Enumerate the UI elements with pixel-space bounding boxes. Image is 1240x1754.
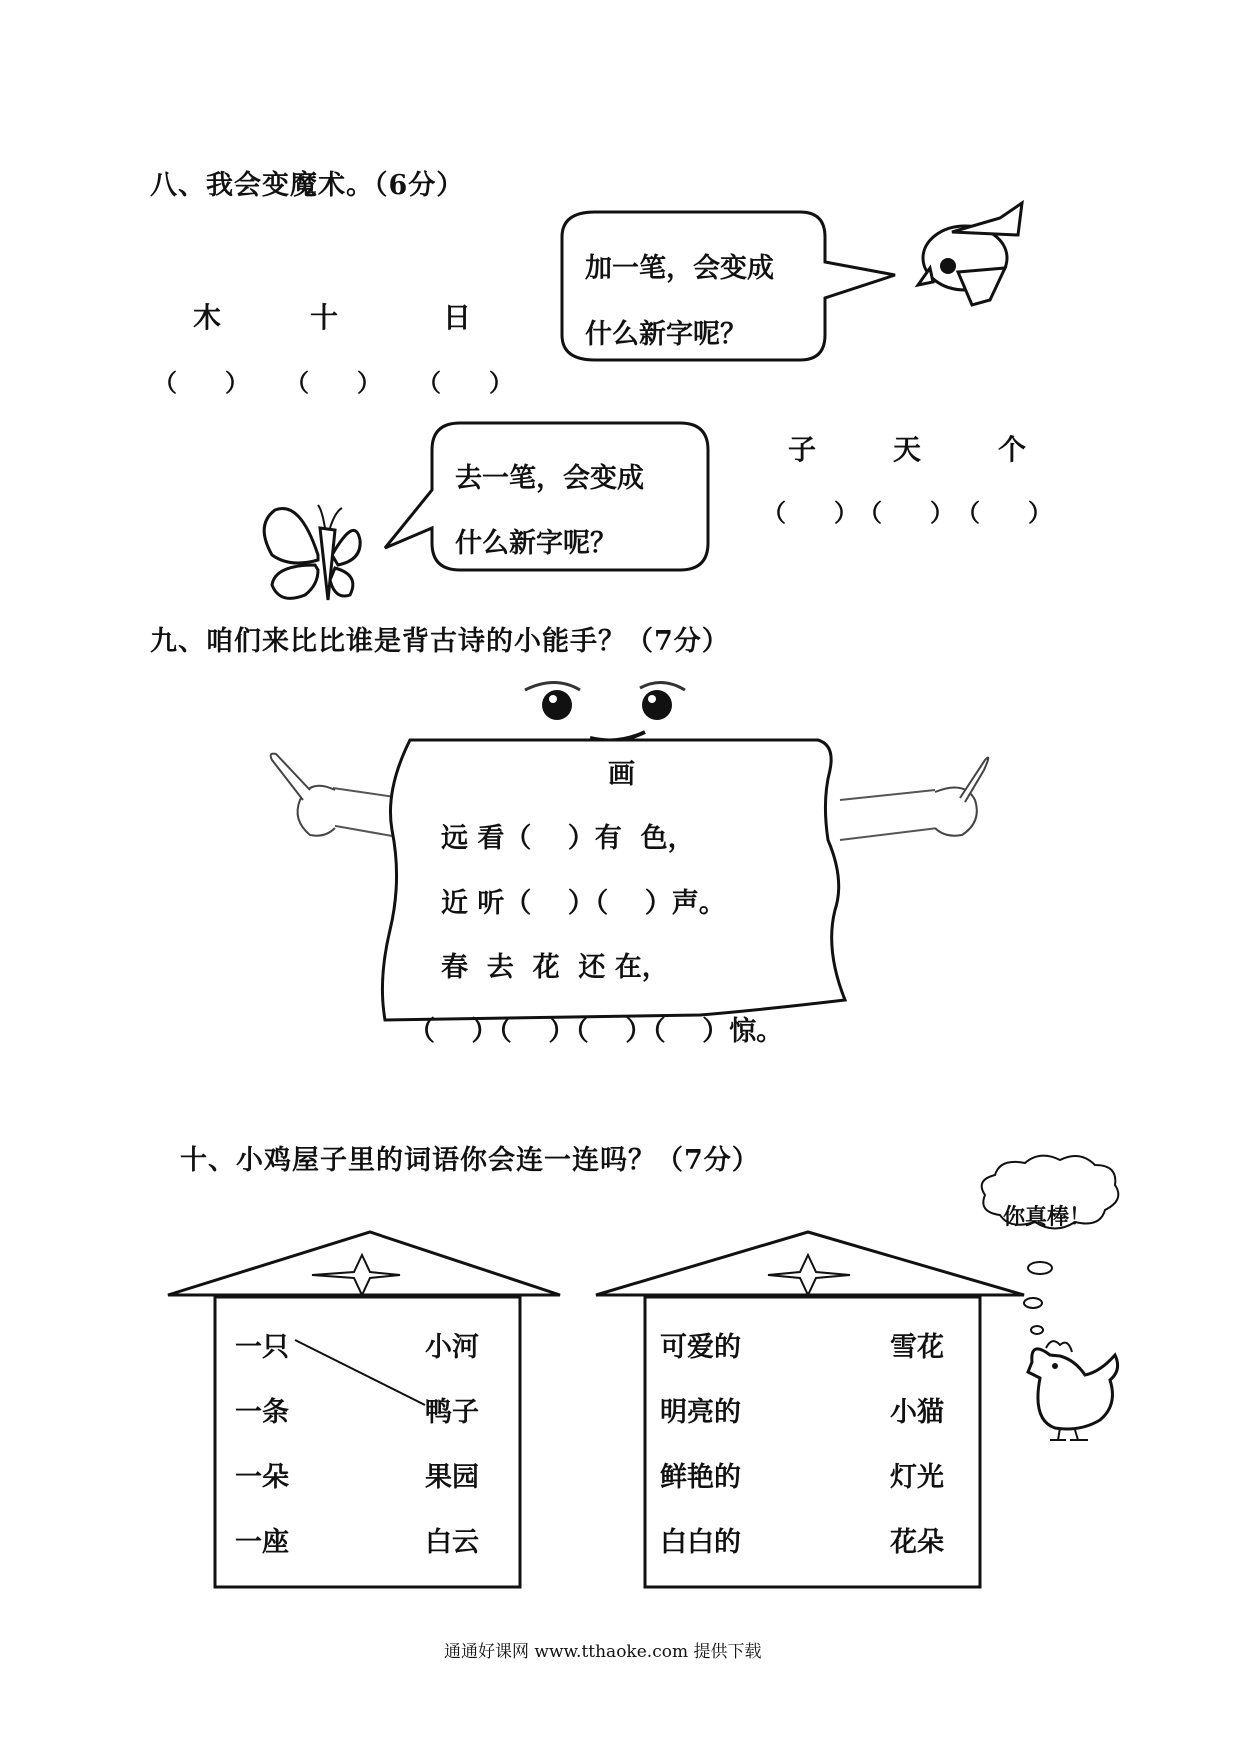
bubble-add-line1: 加一笔，会变成 bbox=[585, 253, 774, 284]
word-xiao-he[interactable]: 小河 bbox=[425, 1332, 479, 1363]
word-hua-duo[interactable]: 花朵 bbox=[890, 1527, 944, 1558]
poem-line-4[interactable]: （ ）（ ）（ ）（ ）惊。 bbox=[408, 1016, 784, 1047]
poem-line-1[interactable]: 远 看（ ）有 色， bbox=[441, 823, 695, 854]
char-zi: 子 bbox=[788, 433, 817, 466]
footer-credit: 通通好课网 www.tthaoke.com 提供下载 bbox=[444, 1642, 762, 1662]
bubble-add-line2: 什么新字呢？ bbox=[585, 319, 747, 350]
poem-line-2[interactable]: 近 听（ ）（ ）声。 bbox=[441, 888, 726, 919]
char-shi: 十 bbox=[310, 301, 339, 334]
word-xian-yan-de[interactable]: 鲜艳的 bbox=[660, 1462, 741, 1493]
answer-blank-5[interactable]: （ ） bbox=[858, 498, 954, 527]
word-yi-zhi[interactable]: 一只 bbox=[235, 1332, 289, 1363]
word-guo-yuan[interactable]: 果园 bbox=[425, 1462, 479, 1493]
word-ke-ai-de[interactable]: 可爱的 bbox=[660, 1332, 741, 1363]
answer-blank-3[interactable]: （ ） bbox=[417, 368, 513, 397]
char-ri: 日 bbox=[443, 301, 472, 334]
bubble-remove-line2: 什么新字呢？ bbox=[455, 528, 617, 559]
section9-heading: 九、咱们来比比谁是背古诗的小能手？（7分） bbox=[150, 626, 730, 657]
word-ya-zi[interactable]: 鸭子 bbox=[425, 1397, 479, 1428]
word-xiao-mao[interactable]: 小猫 bbox=[890, 1397, 944, 1428]
answer-blank-4[interactable]: （ ） bbox=[762, 498, 858, 527]
answer-blank-1[interactable]: （ ） bbox=[153, 368, 249, 397]
poem-line-3: 春 去 花 还 在， bbox=[441, 952, 669, 983]
word-xue-hua[interactable]: 雪花 bbox=[890, 1332, 944, 1363]
word-yi-tiao[interactable]: 一条 bbox=[235, 1397, 289, 1428]
char-mu: 木 bbox=[193, 301, 222, 334]
char-tian: 天 bbox=[893, 433, 922, 466]
poem-title: 画 bbox=[608, 759, 635, 790]
word-deng-guang[interactable]: 灯光 bbox=[890, 1462, 944, 1493]
section8-heading: 八、我会变魔术。（6分） bbox=[150, 170, 465, 201]
answer-blank-2[interactable]: （ ） bbox=[285, 368, 381, 397]
word-bai-bai-de[interactable]: 白白的 bbox=[660, 1527, 741, 1558]
word-bai-yun[interactable]: 白云 bbox=[425, 1527, 479, 1558]
bubble-remove-line1: 去一笔，会变成 bbox=[455, 463, 644, 494]
word-yi-duo[interactable]: 一朵 bbox=[235, 1462, 289, 1493]
word-yi-zuo[interactable]: 一座 bbox=[235, 1527, 289, 1558]
char-ge: 个 bbox=[998, 433, 1027, 466]
answer-blank-6[interactable]: （ ） bbox=[956, 498, 1052, 527]
thought-text: 你真棒！ bbox=[1003, 1204, 1092, 1230]
word-ming-liang-de[interactable]: 明亮的 bbox=[660, 1397, 741, 1428]
section10-heading: 十、小鸡屋子里的词语你会连一连吗？（7分） bbox=[180, 1145, 760, 1176]
